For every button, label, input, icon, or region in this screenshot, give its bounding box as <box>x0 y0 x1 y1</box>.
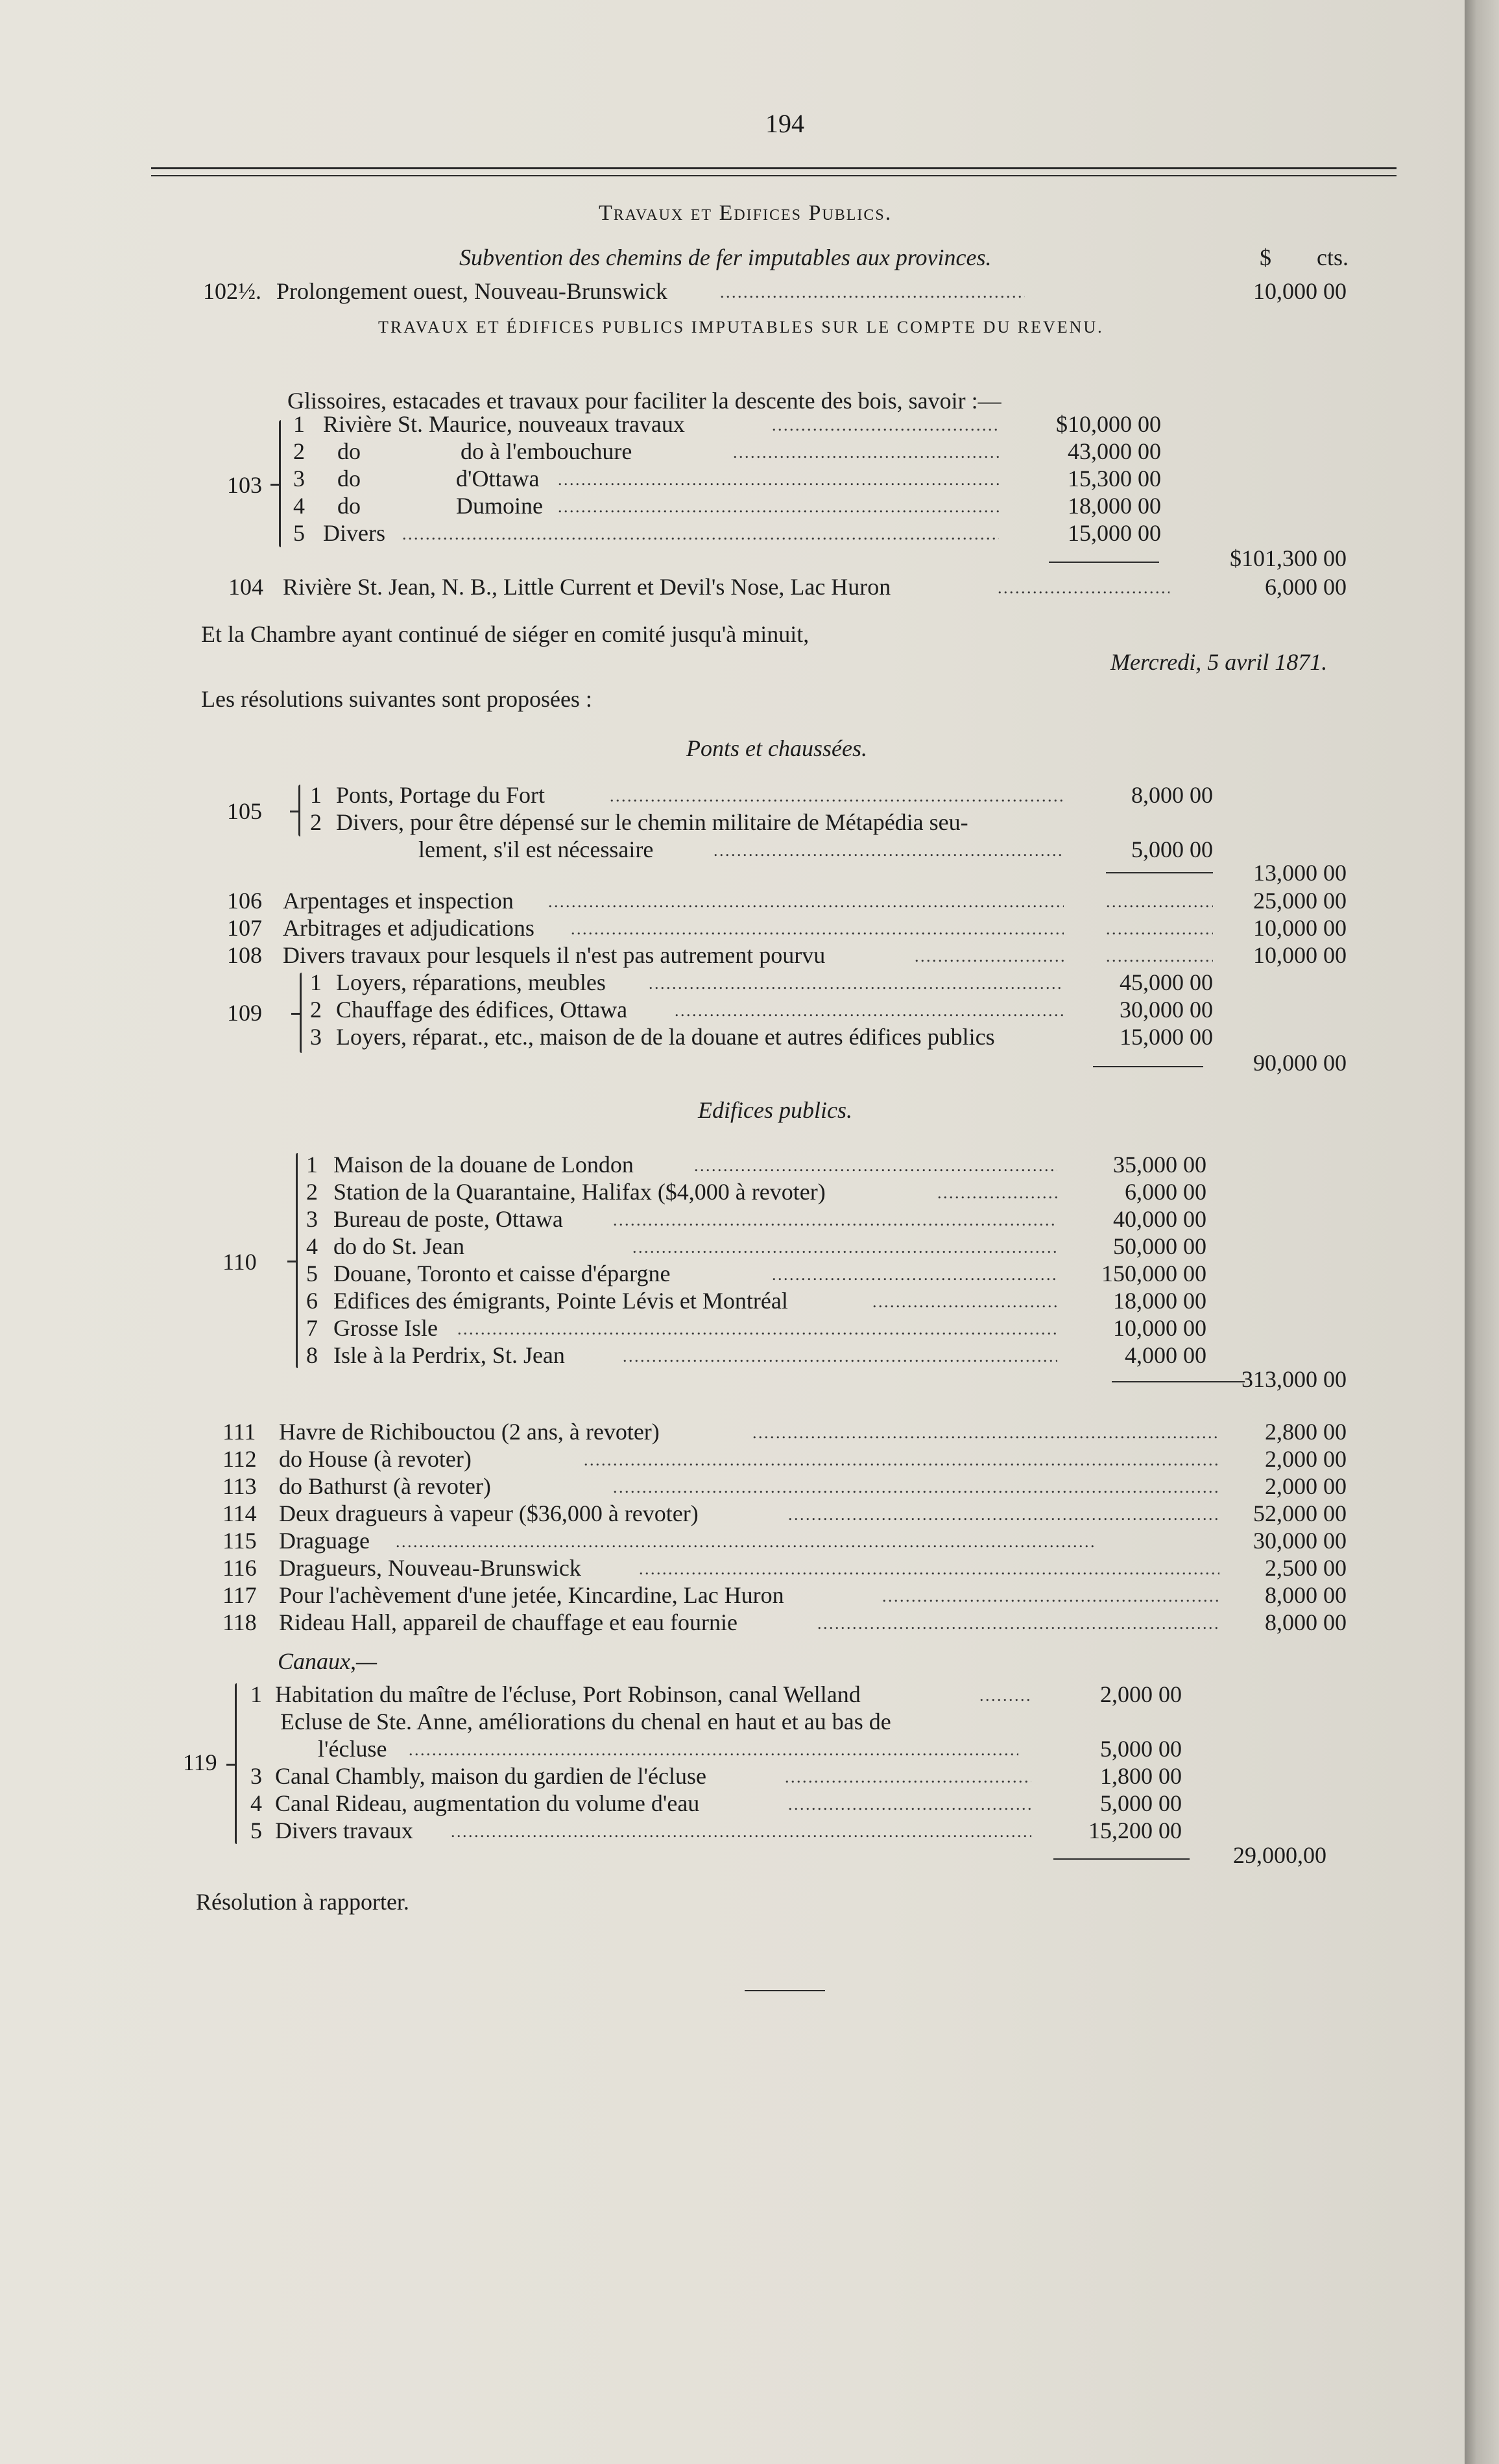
item-label: Habitation du maître de l'écluse, Port Robinson, canal Welland <box>275 1681 861 1707</box>
section-title: Travaux et Edifices Publics. <box>599 201 893 225</box>
item-label: Draguage <box>279 1528 370 1554</box>
leader-dots <box>788 1790 1031 1817</box>
leader-dots <box>714 836 1064 863</box>
leader-dots <box>915 942 1064 969</box>
header-rule-top <box>151 167 1397 169</box>
item-number: 3 <box>306 1206 318 1232</box>
item-label: Arpentages et inspection <box>283 888 514 914</box>
item-number: 8 <box>306 1342 318 1368</box>
canaux-heading: Canaux,— <box>278 1648 377 1674</box>
item-label: Edifices des émigrants, Pointe Lévis et Montréal <box>333 1288 788 1314</box>
item-amount: 2,000 00 <box>1265 1446 1347 1472</box>
leader-dots <box>402 519 999 547</box>
resolutions-intro: Les résolutions suivantes sont proposées : <box>201 686 592 712</box>
leader-dots <box>733 438 999 465</box>
item-number: 3 <box>250 1763 262 1789</box>
item-amount: 25,000 00 <box>1253 888 1347 914</box>
page-number: 194 <box>765 109 804 138</box>
leader-dots <box>571 914 1064 942</box>
item-number: 113 <box>222 1473 257 1499</box>
sum-rule-103 <box>1049 562 1159 563</box>
group-total-109: 90,000 00 <box>1253 1050 1347 1076</box>
group-number-103: 103 <box>227 472 262 498</box>
item-number: 2 <box>310 997 322 1023</box>
item-number-104: 104 <box>228 574 263 600</box>
item-label: Chauffage des édifices, Ottawa <box>336 997 628 1023</box>
item-label: Divers travaux pour lesquels il n'est pas autrement pourvu <box>283 942 826 968</box>
item-number: 102½. <box>203 278 261 304</box>
leader-dots <box>613 1205 1057 1233</box>
brace-103 <box>279 420 281 547</box>
item-label: Rivière St. Maurice, nouveaux travaux <box>323 411 685 437</box>
leader-dots <box>451 1817 1031 1844</box>
date-line: Mercredi, 5 avril 1871. <box>1110 649 1328 675</box>
item-number: 5 <box>306 1261 318 1286</box>
item-label: Isle à la Perdrix, St. Jean <box>333 1342 565 1368</box>
item-number: 5 <box>250 1818 262 1843</box>
leader-dots <box>788 1500 1219 1527</box>
leader-dots <box>610 781 1064 809</box>
item-amount: 150,000 00 <box>1101 1261 1206 1286</box>
group-number-109: 109 <box>227 1000 262 1026</box>
item-amount: 10,000 00 <box>1113 1315 1206 1341</box>
item-amount: 18,000 00 <box>1068 493 1161 519</box>
item-number: 1 <box>250 1681 262 1707</box>
item-amount: 10,000 00 <box>1253 915 1347 941</box>
group-number-105: 105 <box>227 798 262 824</box>
group-total-105: 13,000 00 <box>1253 860 1347 886</box>
item-amount: 5,000 00 <box>1131 836 1213 862</box>
leader-dots <box>623 1342 1057 1369</box>
item-label: do do St. Jean <box>333 1233 464 1259</box>
item-label-detail: d'Ottawa <box>456 466 540 492</box>
leader-dots <box>613 1473 1219 1500</box>
item-amount: 6,000 00 <box>1125 1179 1206 1205</box>
item-amount: 30,000 00 <box>1120 997 1213 1023</box>
item-label: Canal Chambly, maison du gardien de l'écluse <box>275 1763 706 1789</box>
item-label: Arbitrages et adjudications <box>283 915 534 941</box>
item-label: Havre de Richibouctou (2 ans, à revoter) <box>279 1419 660 1445</box>
item-label: Loyers, réparations, meubles <box>336 969 606 995</box>
item-number: 2 <box>310 809 322 835</box>
group-intro: Glissoires, estacades et travaux pour faciliter la descente des bois, savoir :— <box>287 388 1001 414</box>
item-number: 116 <box>222 1555 257 1581</box>
item-label: do <box>337 466 361 492</box>
leader-dots <box>694 1151 1057 1178</box>
item-number: 117 <box>222 1582 257 1608</box>
leader-dots <box>632 1233 1057 1260</box>
leader-dots <box>872 1287 1057 1314</box>
item-label: Prolongement ouest, Nouveau-Brunswick <box>276 278 667 304</box>
leader-dots <box>817 1609 1219 1636</box>
item-number: 3 <box>293 466 305 492</box>
item-number: 5 <box>293 520 305 546</box>
item-label: do House (à revoter) <box>279 1446 472 1472</box>
closing-line: Résolution à rapporter. <box>196 1889 409 1915</box>
item-label-continued: l'écluse <box>318 1736 387 1762</box>
item-number: 2 <box>293 438 305 464</box>
item-amount: 4,000 00 <box>1125 1342 1206 1368</box>
item-number: 108 <box>227 942 262 968</box>
item-amount: 8,000 00 <box>1131 782 1213 808</box>
leader-dots <box>396 1527 1219 1554</box>
item-label: Canal Rideau, augmentation du volume d'eau <box>275 1790 700 1816</box>
item-amount: 45,000 00 <box>1120 969 1213 995</box>
item-label: Loyers, réparat., etc., maison de de la douane et autres édifices publics <box>336 1024 995 1050</box>
leader-dots <box>772 1260 1057 1287</box>
item-amount: $10,000 00 <box>1056 411 1161 437</box>
group-number-110: 110 <box>222 1249 257 1275</box>
item-amount: 10,000 00 <box>1253 942 1347 968</box>
cents-header: cts. <box>1317 244 1349 270</box>
item-amount: 18,000 00 <box>1113 1288 1206 1314</box>
group-total-110: 313,000 00 <box>1241 1366 1347 1392</box>
leader-dots <box>937 1178 1057 1205</box>
item-number: 2 <box>306 1179 318 1205</box>
item-label: Divers <box>323 520 385 546</box>
item-label: Rideau Hall, appareil de chauffage et eau fournie <box>279 1609 738 1635</box>
leader-dots <box>998 573 1169 600</box>
leader-dots <box>785 1762 1031 1790</box>
group-total-119: 29,000,00 <box>1233 1842 1326 1868</box>
item-amount: 5,000 00 <box>1100 1790 1182 1816</box>
brace-110 <box>296 1153 298 1368</box>
brace-105 <box>298 785 300 836</box>
item-amount: 35,000 00 <box>1113 1152 1206 1178</box>
item-number: 118 <box>222 1609 257 1635</box>
item-amount: 43,000 00 <box>1068 438 1161 464</box>
item-number: 107 <box>227 915 262 941</box>
item-number: 1 <box>306 1152 318 1178</box>
leader-dots <box>558 492 999 519</box>
leader-dots <box>675 996 1064 1023</box>
item-amount: 15,300 00 <box>1068 466 1161 492</box>
item-number: 114 <box>222 1500 257 1526</box>
item-label: Maison de la douane de London <box>333 1152 634 1178</box>
end-rule <box>745 1990 825 1991</box>
item-label: Divers, pour être dépensé sur le chemin militaire de Métapédia seu- <box>336 809 968 835</box>
item-amount: 30,000 00 <box>1253 1528 1347 1554</box>
item-number: 115 <box>222 1528 257 1554</box>
leader-dots <box>772 410 999 438</box>
item-number: 4 <box>306 1233 318 1259</box>
leader-dots <box>649 969 1064 996</box>
item-amount: 50,000 00 <box>1113 1233 1206 1259</box>
item-label: Douane, Toronto et caisse d'épargne <box>333 1261 671 1286</box>
brace-119 <box>235 1683 237 1844</box>
page-edge <box>1465 0 1499 2464</box>
item-amount-104: 6,000 00 <box>1265 574 1347 600</box>
item-number: 7 <box>306 1315 318 1341</box>
item-label: do <box>337 438 361 464</box>
sum-rule-109 <box>1093 1066 1203 1067</box>
item-amount: 5,000 00 <box>1100 1736 1182 1762</box>
item-amount: 8,000 00 <box>1265 1582 1347 1608</box>
subvention-heading: Subvention des chemins de fer imputables aux provinces. <box>459 244 992 270</box>
leader-dots <box>409 1735 1018 1762</box>
leader-dots <box>639 1554 1219 1581</box>
item-label-detail: Dumoine <box>456 493 543 519</box>
item-number: 1 <box>310 782 322 808</box>
session-note: Et la Chambre ayant continué de siéger en comité jusqu'à minuit, <box>201 621 809 647</box>
item-amount: 10,000 00 <box>1253 278 1347 304</box>
item-label-continued: lement, s'il est nécessaire <box>418 836 654 862</box>
item-number: 6 <box>306 1288 318 1314</box>
leader-dots <box>558 465 999 492</box>
item-number: 111 <box>222 1419 256 1445</box>
item-label: Ecluse de Ste. Anne, améliorations du chenal en haut et au bas de <box>280 1709 891 1735</box>
item-label: Deux dragueurs à vapeur ($36,000 à revoter) <box>279 1500 699 1526</box>
item-amount: 1,800 00 <box>1100 1763 1182 1789</box>
leader-dots <box>720 278 1025 305</box>
ponts-heading: Ponts et chaussées. <box>686 735 867 761</box>
item-number: 3 <box>310 1024 322 1050</box>
currency-header: $ <box>1260 244 1271 270</box>
leader-dots <box>882 1581 1219 1609</box>
item-number: 4 <box>293 493 305 519</box>
item-amount: 8,000 00 <box>1265 1609 1347 1635</box>
item-label: Bureau de poste, Ottawa <box>333 1206 563 1232</box>
item-label-104: Rivière St. Jean, N. B., Little Current et Devil's Nose, Lac Huron <box>283 574 891 600</box>
leader-dots <box>548 887 1064 914</box>
item-label: Grosse Isle <box>333 1315 438 1341</box>
item-amount: 40,000 00 <box>1113 1206 1206 1232</box>
item-label: do <box>337 493 361 519</box>
item-amount: 15,200 00 <box>1088 1818 1182 1843</box>
brace-109 <box>300 973 302 1053</box>
item-label: Station de la Quarantaine, Halifax ($4,000 à revoter) <box>333 1179 826 1205</box>
leader-dots <box>979 1681 1031 1708</box>
item-amount: 2,000 00 <box>1100 1681 1182 1707</box>
item-label: do Bathurst (à revoter) <box>279 1473 491 1499</box>
item-amount: 52,000 00 <box>1253 1500 1347 1526</box>
leader-dots <box>457 1314 1057 1342</box>
item-label: Ponts, Portage du Fort <box>336 782 546 808</box>
item-amount: 2,000 00 <box>1265 1473 1347 1499</box>
item-amount: 15,000 00 <box>1120 1024 1213 1050</box>
header-rule-bottom <box>151 175 1397 176</box>
item-number: 4 <box>250 1790 262 1816</box>
group-total-103: $101,300 00 <box>1230 545 1347 571</box>
item-number: 112 <box>222 1446 257 1472</box>
item-amount: 2,500 00 <box>1265 1555 1347 1581</box>
item-label: Pour l'achèvement d'une jetée, Kincardine, Lac Huron <box>279 1582 784 1608</box>
edifices-heading: Edifices publics. <box>698 1097 852 1123</box>
item-label: Divers travaux <box>275 1818 413 1843</box>
revenue-heading: TRAVAUX ET ÉDIFICES PUBLICS IMPUTABLES SUR LE COMPTE DU REVENU. <box>378 318 1104 337</box>
item-amount: 15,000 00 <box>1068 520 1161 546</box>
item-label-detail: do à l'embouchure <box>461 438 632 464</box>
leader-dots <box>584 1445 1219 1473</box>
leader-dots <box>752 1418 1219 1445</box>
item-number: 1 <box>293 411 305 437</box>
item-amount: 2,800 00 <box>1265 1419 1347 1445</box>
item-label: Dragueurs, Nouveau-Brunswick <box>279 1555 581 1581</box>
group-number-119: 119 <box>183 1749 217 1775</box>
item-number: 106 <box>227 888 262 914</box>
item-number: 1 <box>310 969 322 995</box>
